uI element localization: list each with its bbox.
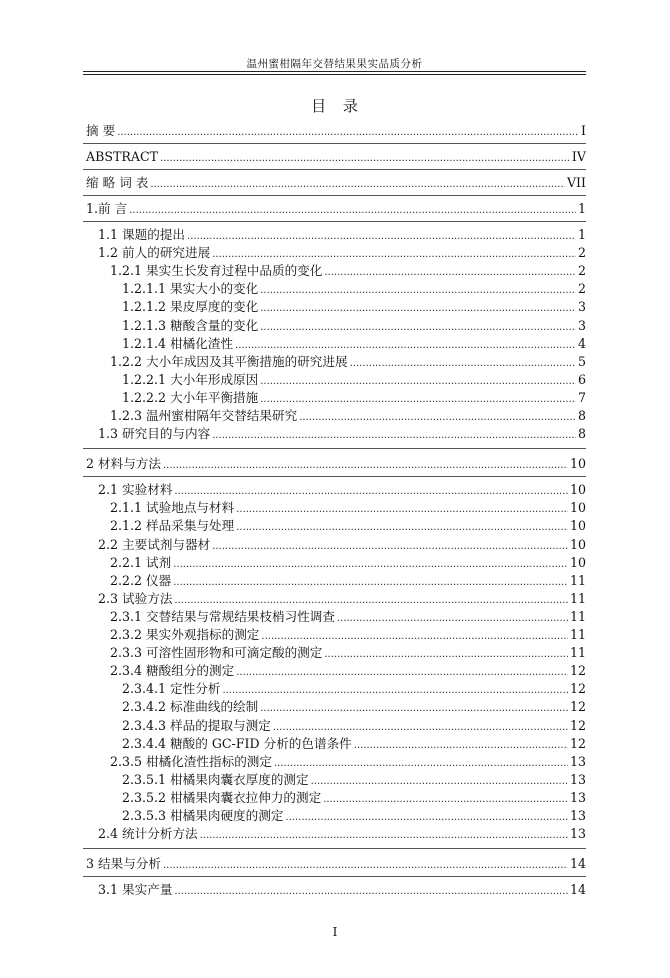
- dot-leader: [261, 629, 568, 644]
- section-divider: [83, 876, 586, 877]
- toc-sub-entry[interactable]: [98, 426, 586, 443]
- toc-sub-entry[interactable]: [122, 718, 586, 735]
- toc-entry-label: 1.1 课题的提出: [98, 227, 186, 242]
- toc-entry-label: 2.3 试验方法: [98, 590, 173, 606]
- toc-entry-page: 14: [569, 856, 586, 872]
- toc-chapter-entry[interactable]: [86, 856, 586, 873]
- toc-sub-entry[interactable]: [122, 699, 586, 716]
- toc-sub-entry[interactable]: [110, 354, 586, 371]
- toc-entry-page: 1: [577, 227, 586, 242]
- toc-entry-page: 11: [569, 590, 586, 606]
- toc-entry-page: 10: [569, 456, 586, 472]
- toc-entry-label: 2.4 统计分析方法: [98, 826, 198, 842]
- toc-entry-label: 3.1 果实产量: [98, 882, 173, 898]
- toc-sub-entry[interactable]: [98, 227, 586, 244]
- toc-sub-entry[interactable]: [122, 772, 586, 789]
- toc-entry-label: 2.3.5 柑橘化渣性指标的测定: [110, 753, 272, 769]
- dot-leader: [260, 392, 576, 407]
- dot-leader: [285, 810, 568, 825]
- section-divider: [83, 221, 586, 222]
- toc-sub-entry[interactable]: [122, 681, 586, 698]
- toc-entry-page: 10: [569, 536, 586, 552]
- dot-leader: [174, 593, 568, 608]
- toc-entry-page: 4: [577, 335, 586, 351]
- toc-sub-entry[interactable]: [110, 518, 586, 535]
- toc-entry-page: 13: [569, 826, 586, 842]
- toc-entry-page: 3: [577, 317, 586, 333]
- toc-sub-entry[interactable]: [98, 826, 586, 843]
- toc-entry-label: 2.3.5.3 柑橘果肉硬度的测定: [122, 808, 284, 823]
- toc-entry-label: ABSTRACT: [86, 149, 158, 164]
- dot-leader: [163, 458, 568, 473]
- toc-front-entry[interactable]: [86, 175, 586, 192]
- dot-leader: [160, 151, 570, 166]
- toc-entry-label: 2 材料与方法: [86, 456, 161, 472]
- dot-leader: [150, 177, 565, 192]
- section-divider: [83, 169, 586, 170]
- section-divider: [83, 143, 586, 144]
- toc-sub-entry[interactable]: [122, 790, 586, 807]
- toc-entry-label: 1.2.1.1 果实大小的变化: [122, 281, 259, 297]
- toc-title: 目 录: [311, 97, 358, 115]
- toc-entry-label: 2.3.4.2 标准曲线的绘制: [122, 699, 259, 715]
- toc-entry-label: 1.2.2 大小年成因及其平衡措施的研究进展: [110, 353, 348, 369]
- toc-entry-label: 1.2.2.2 大小年平衡措施: [122, 389, 259, 405]
- toc-sub-entry[interactable]: [122, 390, 586, 407]
- dot-leader: [212, 428, 576, 443]
- dot-leader: [235, 338, 576, 353]
- toc-entry-label: 2.3.5.1 柑橘果肉囊衣厚度的测定: [122, 771, 309, 787]
- toc-sub-entry[interactable]: [110, 555, 586, 572]
- toc-entry-label: 1.2.3 温州蜜柑隔年交替结果研究: [110, 408, 298, 423]
- toc-entry-page: 2: [577, 281, 586, 297]
- dot-leader: [236, 520, 568, 535]
- toc-sub-entry[interactable]: [110, 645, 586, 662]
- dot-leader: [212, 247, 576, 262]
- toc-entry-label: 3 结果与分析: [86, 856, 161, 872]
- dot-leader: [212, 539, 568, 554]
- dot-leader: [299, 410, 576, 425]
- toc-entry-page: 13: [569, 753, 586, 769]
- page-number: I: [332, 925, 338, 939]
- toc-entry-page: 7: [577, 389, 586, 405]
- toc-sub-entry[interactable]: [110, 627, 586, 644]
- toc-entry-label: 1.2.1 果实生长发育过程中品质的变化: [110, 263, 323, 279]
- toc-sub-entry[interactable]: [110, 754, 586, 771]
- toc-entry-label: 1.前 言: [86, 201, 128, 216]
- toc-entry-page: 13: [569, 808, 586, 823]
- toc-sub-entry[interactable]: [110, 573, 586, 590]
- toc-entry-label: 2.3.4.3 样品的提取与测定: [122, 717, 271, 733]
- dot-leader: [260, 701, 568, 716]
- toc-front-entry[interactable]: [86, 123, 586, 140]
- toc-entry-page: 11: [569, 627, 586, 642]
- toc-entry-page: 11: [569, 645, 586, 661]
- toc-entry-page: 10: [569, 554, 586, 570]
- toc-entry-page: 10: [569, 500, 586, 516]
- dot-leader: [173, 575, 568, 590]
- dot-leader: [323, 792, 568, 807]
- toc-entry-page: 12: [569, 717, 586, 733]
- toc-sub-entry[interactable]: [122, 318, 586, 335]
- toc-entry-page: 10: [569, 482, 586, 498]
- dot-leader: [173, 557, 568, 572]
- toc-sub-entry[interactable]: [98, 245, 586, 262]
- toc-entry-label: 1.2 前人的研究进展: [98, 245, 211, 261]
- toc-sub-entry[interactable]: [122, 736, 586, 753]
- toc-entry-label: 摘 要: [86, 123, 116, 138]
- toc-sub-entry[interactable]: [122, 372, 586, 389]
- section-divider: [83, 195, 586, 196]
- toc-entry-label: 2.2.2 仪器: [110, 572, 172, 588]
- toc-entry-label: 2.3.4.1 定性分析: [122, 681, 221, 697]
- toc-entry-label: 1.2.2.1 大小年形成原因: [122, 371, 259, 387]
- toc-sub-entry[interactable]: [110, 663, 586, 680]
- toc-sub-entry[interactable]: [98, 882, 586, 899]
- toc-entry-page: VII: [566, 175, 586, 190]
- section-divider: [83, 448, 586, 449]
- toc-entry-label: 2.2 主要试剂与器材: [98, 536, 211, 552]
- toc-entry-label: 1.2.1.4 柑橘化渣性: [122, 335, 234, 351]
- toc-entry-label: 1.2.1.3 糖酸含量的变化: [122, 317, 259, 333]
- toc-entry-page: 2: [577, 245, 586, 261]
- toc-entry-label: 2.3.3 可溶性固形物和可滴定酸的测定: [110, 645, 323, 661]
- toc-entry-label: 1.2.1.2 果皮厚度的变化: [122, 299, 259, 315]
- toc-entry-page: 5: [577, 353, 586, 369]
- dot-leader: [274, 756, 568, 771]
- toc-entry-label: 2.1 实验材料: [98, 482, 173, 498]
- toc-sub-entry[interactable]: [110, 609, 586, 626]
- toc-entry-page: 6: [577, 371, 586, 387]
- toc-entry-page: I: [581, 123, 586, 138]
- toc-sub-entry[interactable]: [98, 482, 586, 499]
- section-divider: [83, 476, 586, 477]
- toc-entry-page: 2: [577, 263, 586, 279]
- toc-entry-page: 8: [577, 408, 586, 423]
- dot-leader: [163, 858, 568, 873]
- toc-entry-page: 13: [569, 789, 586, 805]
- toc-entry-label: 2.3.1 交替结果与常规结果枝梢习性调查: [110, 608, 335, 624]
- toc-entry-page: 1: [577, 201, 586, 216]
- toc-chapter-entry[interactable]: [86, 456, 586, 473]
- toc-sub-entry[interactable]: [110, 408, 586, 425]
- toc-entry-label: 2.3.4.4 糖酸的 GC-FID 分析的色谱条件: [122, 735, 352, 751]
- toc-entry-page: 11: [569, 572, 586, 588]
- toc-entry-page: 12: [569, 699, 586, 715]
- toc-sub-entry[interactable]: [98, 591, 586, 608]
- running-header: 温州蜜柑隔年交替结果果实品质分析: [246, 58, 423, 70]
- dot-leader: [260, 283, 576, 298]
- toc-sub-entry[interactable]: [122, 808, 586, 825]
- dot-leader: [222, 683, 568, 698]
- toc-entry-page: 3: [577, 299, 586, 315]
- toc-entry-label: 2.2.1 试剂: [110, 554, 172, 570]
- toc-entry-page: IV: [571, 149, 586, 164]
- dot-leader: [311, 774, 568, 789]
- toc-entry-page: 8: [577, 426, 586, 442]
- dot-leader: [174, 884, 568, 899]
- dot-leader: [117, 125, 579, 140]
- toc-entry-label: 缩 略 词 表: [86, 175, 149, 190]
- toc-chapter-entry[interactable]: [86, 201, 586, 218]
- toc-sub-entry[interactable]: [122, 281, 586, 298]
- dot-leader: [200, 828, 568, 843]
- dot-leader: [324, 265, 576, 280]
- dot-leader: [273, 720, 568, 735]
- toc-entry-page: 10: [569, 518, 586, 534]
- toc-sub-entry[interactable]: [122, 299, 586, 316]
- dot-leader: [174, 484, 568, 499]
- dot-leader: [236, 502, 568, 517]
- toc-entry-page: 14: [569, 882, 586, 898]
- dot-leader: [350, 356, 576, 371]
- toc-sub-entry[interactable]: [110, 500, 586, 517]
- toc-sub-entry[interactable]: [122, 336, 586, 353]
- toc-entry-label: 2.1.1 试验地点与材料: [110, 500, 235, 516]
- dot-leader: [260, 320, 576, 335]
- dot-leader: [324, 647, 568, 662]
- toc-entry-label: 2.3.5.2 柑橘果肉囊衣拉伸力的测定: [122, 789, 322, 805]
- toc-entry-label: 2.3.2 果实外观指标的测定: [110, 627, 260, 642]
- toc-entry-page: 12: [569, 663, 586, 679]
- dot-leader: [260, 374, 576, 389]
- toc-entry-page: 12: [569, 735, 586, 751]
- toc-entry-page: 13: [569, 771, 586, 787]
- section-divider: [83, 848, 586, 849]
- dot-leader: [129, 203, 576, 218]
- toc-front-entry[interactable]: [86, 149, 586, 166]
- toc-entry-label: 1.3 研究目的与内容: [98, 426, 211, 442]
- dot-leader: [354, 738, 568, 753]
- dot-leader: [260, 301, 576, 316]
- dot-leader: [337, 611, 568, 626]
- toc-entry-page: 12: [569, 681, 586, 697]
- dot-leader: [187, 229, 576, 244]
- toc-sub-entry[interactable]: [110, 263, 586, 280]
- toc-sub-entry[interactable]: [98, 537, 586, 554]
- dot-leader: [236, 665, 568, 680]
- toc-entry-label: 2.1.2 样品采集与处理: [110, 518, 235, 534]
- toc-entry-page: 11: [569, 608, 586, 624]
- toc-entry-label: 2.3.4 糖酸组分的测定: [110, 663, 235, 679]
